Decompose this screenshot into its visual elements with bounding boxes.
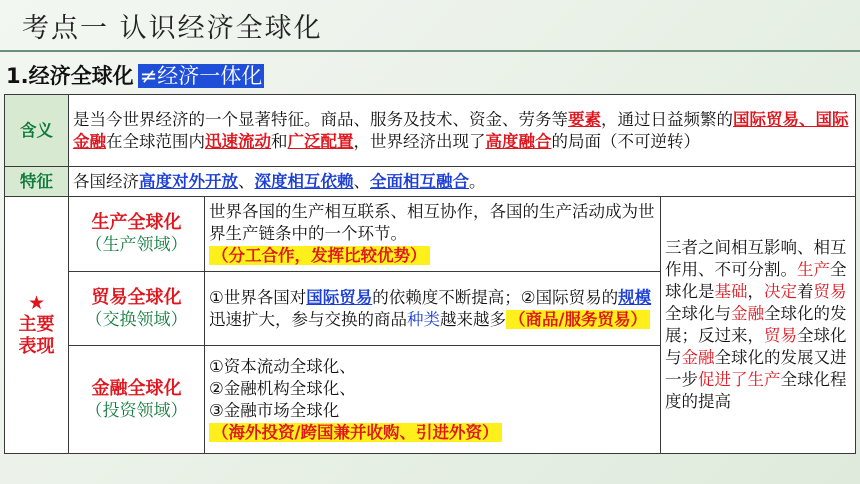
text-segment: 全球化程度的提高 (665, 370, 847, 411)
label-main-line1: 主要 (18, 314, 55, 335)
production-note: （分工合作，发挥比较优势） (209, 246, 430, 265)
text-segment: 国际贸易 (306, 287, 373, 307)
text-segment: 基础 (714, 282, 748, 301)
text-segment: 贸易 (764, 326, 797, 345)
text-segment: 全球化是 (665, 260, 847, 301)
text-segment: 广泛配置 (287, 131, 354, 151)
text-segment: 世界各国的生产相互联系、相互协作，各国的生产活动成为世界生产链条中的一个环节。 (209, 202, 655, 243)
finance-area: （投资领域） (85, 400, 188, 421)
trade-area: （交换领域） (85, 309, 188, 330)
text-segment: 深度相互依赖 (254, 171, 354, 191)
text-segment: 和 (271, 131, 288, 151)
text-segment: 、 (238, 171, 255, 191)
label-meaning: 含义 (5, 95, 69, 167)
row-meaning (5, 95, 856, 167)
trade-note: （商品/服务贸易） (506, 310, 650, 329)
text-segment: 各国经济 (73, 171, 139, 191)
star-icon: ★ (27, 292, 46, 314)
text-segment: ①世界各国对 (209, 287, 307, 307)
text-segment: 生产 (797, 260, 830, 279)
text-segment: 越来越多 (440, 309, 506, 329)
row-production (5, 197, 856, 272)
text-segment: 国际贸易、国际金融 (73, 109, 849, 151)
text-segment: 的局面（不可逆转） (551, 131, 700, 151)
section-heading-highlight: ≠经济一体化 (139, 64, 263, 88)
text-segment: 决定 (764, 282, 797, 301)
production-content (205, 197, 661, 272)
page-title: 考点一 认识经济全球化 (22, 13, 323, 44)
text-segment: ，通过日益频繁的 (601, 109, 733, 129)
label-main-line2: 表现 (18, 336, 55, 357)
production-title: 生产全球化 (91, 212, 182, 233)
text-segment: ， (747, 282, 764, 301)
text-segment: 迅速流动 (205, 131, 271, 151)
production-text (209, 202, 655, 243)
text-segment: 在全球范围内 (106, 131, 205, 151)
label-main-performance (5, 197, 69, 454)
section-heading (6, 60, 264, 90)
text-segment: 全球化的发展；反过来， (665, 304, 847, 345)
text-segment: 全球化的发展又进一步 (665, 348, 847, 389)
text-segment: 促进了生产 (698, 370, 781, 389)
feature-text (69, 167, 856, 197)
label-feature: 特征 (5, 167, 69, 197)
text-segment: ，世界经济出现了 (353, 131, 486, 151)
row-feature (5, 167, 856, 197)
text-segment: 高度融合 (485, 131, 552, 151)
text-segment: 迅速扩大，参与交换的商品 (209, 309, 407, 329)
production-area: （生产领域） (85, 235, 188, 255)
finance-note: （海外投资/跨国兼并收购、引进外资） (209, 423, 502, 442)
text-segment: 全球化与 (665, 304, 731, 323)
text-segment: 、 (353, 171, 370, 191)
text-segment: 金融 (681, 348, 715, 367)
meaning-text (69, 95, 856, 167)
text-segment: 是当今世界经济的一个显著特征。商品、服务及技术、资金、劳务等 (73, 109, 568, 129)
text-segment: 全面相互融合 (370, 171, 469, 191)
text-segment: 的依赖度不断提高；②国际贸易的 (372, 287, 619, 307)
title-divider (0, 50, 860, 52)
summary-text (661, 197, 856, 454)
trade-title: 贸易全球化 (91, 286, 182, 308)
text-segment: 。 (469, 171, 486, 191)
finance-line-1: ①资本流动全球化、 (209, 356, 356, 376)
text-segment: 三者之间相互影响、相互作用、不可分割。 (665, 238, 847, 279)
production-label (69, 197, 205, 272)
section-heading-prefix: 1.经济全球化 (6, 64, 134, 88)
finance-content (205, 346, 661, 454)
text-segment: 种类 (407, 309, 440, 329)
text-segment: 金融 (731, 304, 764, 323)
finance-line-2: ②金融机构全球化、 (209, 378, 356, 398)
text-segment: 着 (797, 282, 814, 301)
trade-label (69, 272, 205, 346)
text-segment: 全球化与 (665, 326, 847, 367)
finance-title: 金融全球化 (91, 377, 182, 399)
concept-table (4, 94, 856, 454)
text-segment: 高度对外开放 (139, 171, 238, 191)
finance-line-3: ③金融市场全球化 (209, 400, 340, 420)
text-segment: 规模 (618, 287, 652, 307)
finance-label (69, 346, 205, 454)
trade-content (205, 272, 661, 346)
text-segment: 贸易 (813, 282, 847, 301)
text-segment: 要素 (568, 109, 601, 129)
